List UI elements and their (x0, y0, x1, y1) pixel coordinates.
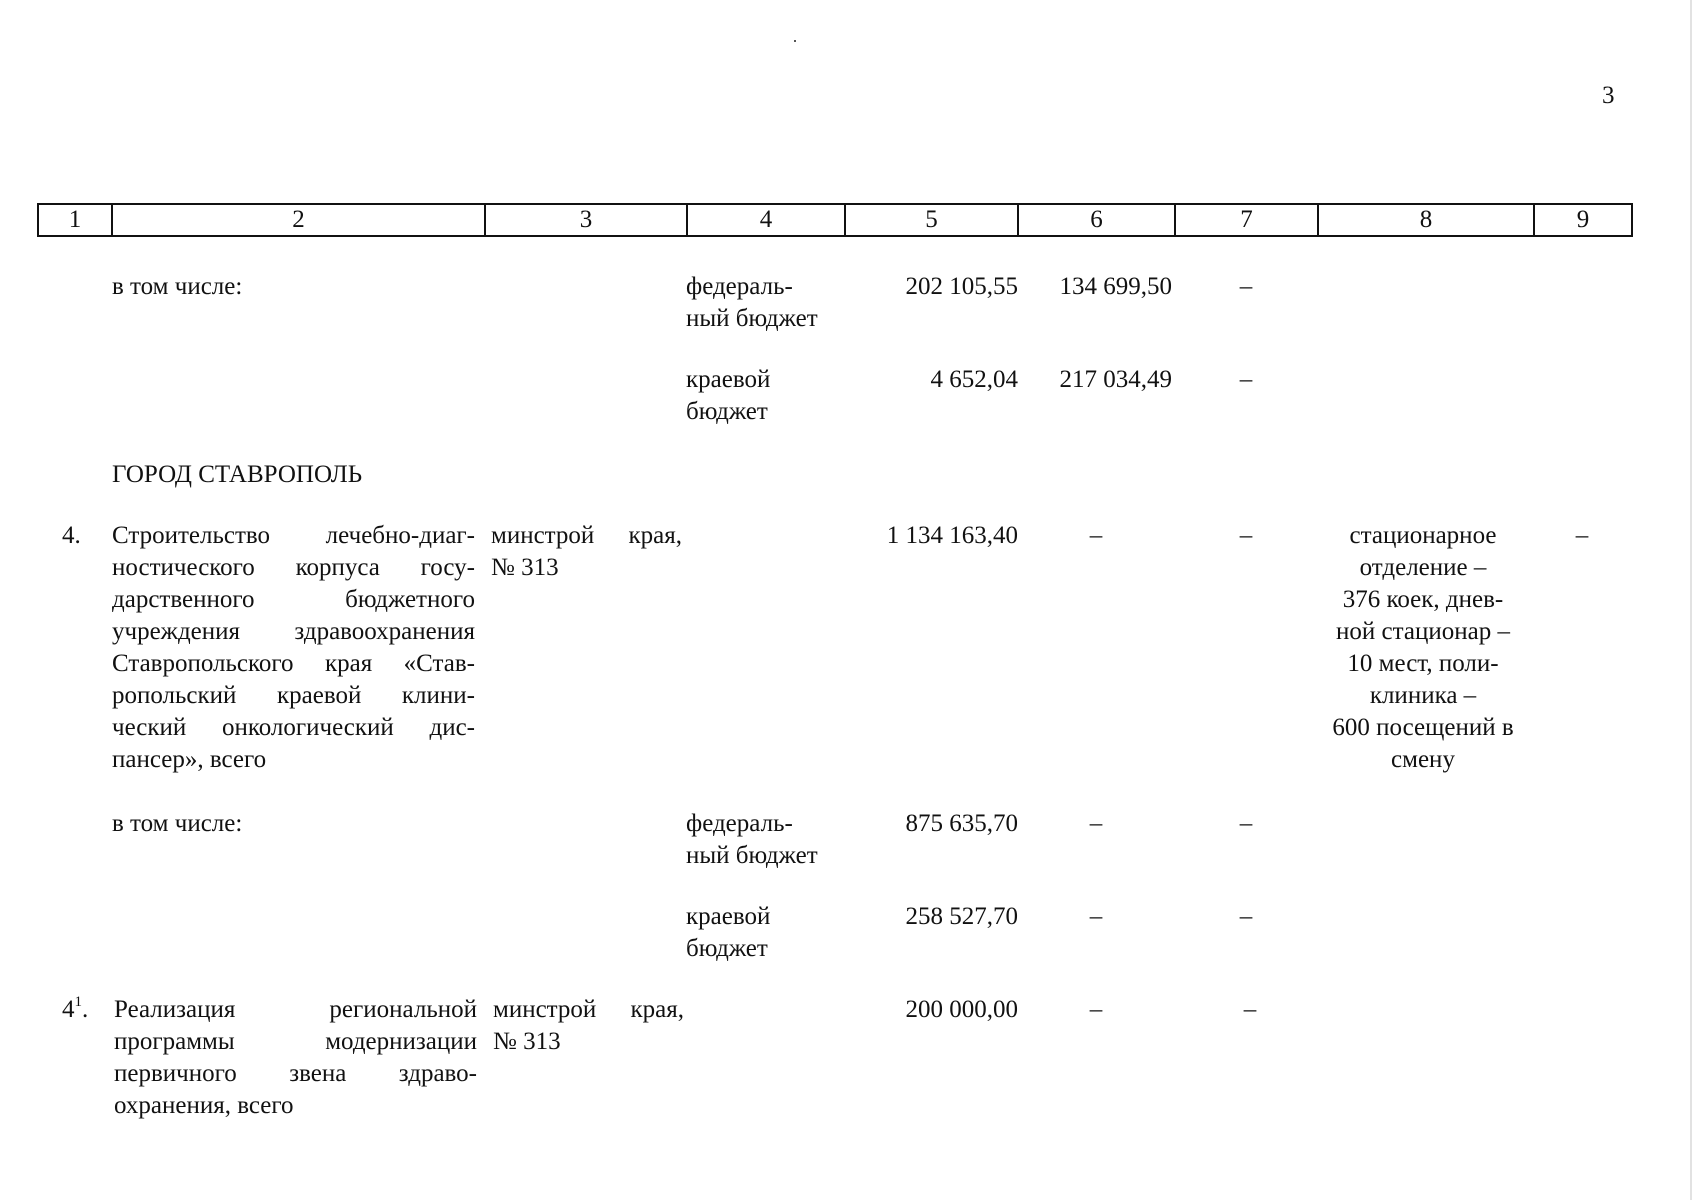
header-col-3: 3 (486, 205, 688, 235)
table-header-row (37, 203, 1633, 237)
header-col-9: 9 (1576, 206, 1590, 233)
including-label: в том числе: (112, 273, 243, 300)
header-col-1: 1 (39, 205, 113, 235)
amount-col5: 4 652,04 (930, 366, 1018, 393)
amount-col7: – (1239, 366, 1253, 393)
item-name: Строительство лечебно-диаг- ностического корпуса госу- дарственного бюджетного учреждения здравоохранения Ставропольского края «Став- ропольский краевой клини- ческий онкологический дис- пансер», всего (112, 522, 475, 773)
amount-col7: – (1239, 810, 1253, 837)
amount-col9: – (1575, 522, 1589, 549)
amount-col7: – (1239, 273, 1253, 300)
header-col-4: 4 (688, 205, 846, 235)
scan-speck (794, 40, 796, 42)
scan-edge (1690, 0, 1692, 1200)
amount-col6: – (1089, 522, 1103, 549)
header-col-8: 8 (1319, 205, 1535, 235)
amount-col7: – (1239, 903, 1253, 930)
customer: минстрой края, № 313 (493, 996, 684, 1055)
including-label: в том числе: (112, 810, 243, 837)
amount-col7: – (1243, 996, 1257, 1023)
funding-source-federal: федераль- ный бюджет (686, 273, 818, 332)
amount-col6: 134 699,50 (1059, 273, 1172, 300)
funding-source-regional: краевой бюджет (686, 903, 771, 962)
capacity-description: стационарное отделение – 376 коек, днев- ной стационар – 10 мест, поли- клиника – 600 посещений в смену (1332, 522, 1514, 773)
amount-col5: 200 000,00 (905, 996, 1018, 1023)
amount-col5: 1 134 163,40 (886, 522, 1018, 549)
amount-col6: – (1089, 903, 1103, 930)
header-col-2: 2 (113, 205, 486, 235)
item-number: 4. (62, 522, 81, 549)
amount-col5: 202 105,55 (905, 273, 1018, 300)
customer: минстрой края, № 313 (491, 522, 682, 581)
amount-col5: 875 635,70 (905, 810, 1018, 837)
amount-col6: 217 034,49 (1059, 366, 1172, 393)
item-name: Реализация региональной программы модернизации первичного звена здраво- охранения, всего (114, 996, 477, 1119)
amount-col6: – (1089, 810, 1103, 837)
amount-col5: 258 527,70 (905, 903, 1018, 930)
header-col-6: 6 (1019, 205, 1176, 235)
funding-source-federal: федераль- ный бюджет (686, 810, 818, 869)
amount-col7: – (1239, 522, 1253, 549)
header-col-7: 7 (1176, 205, 1319, 235)
funding-source-regional: краевой бюджет (686, 366, 771, 425)
amount-col6: – (1089, 996, 1103, 1023)
section-title: ГОРОД СТАВРОПОЛЬ (112, 461, 363, 488)
item-number: $4^1$. (62, 993, 89, 1023)
page-number: 3 (1602, 82, 1615, 109)
header-col-5: 5 (846, 205, 1019, 235)
